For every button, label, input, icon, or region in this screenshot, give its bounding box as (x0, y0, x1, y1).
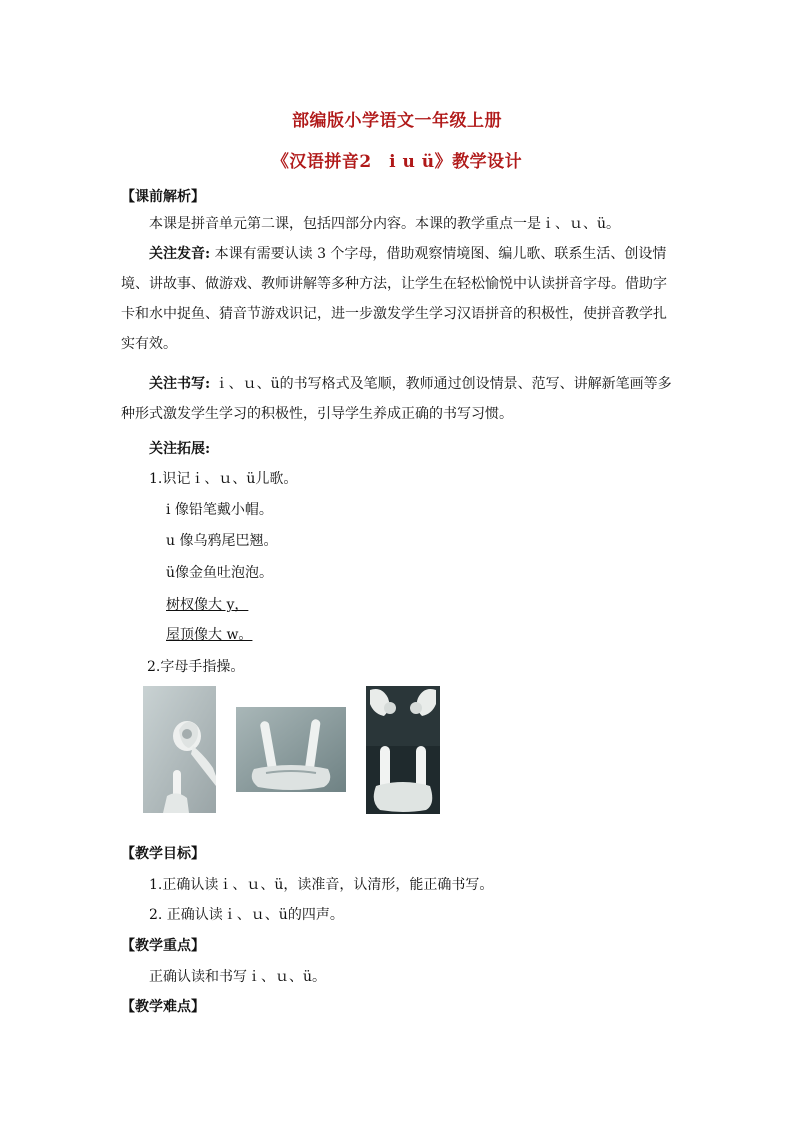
paragraph-intro: 本课是拼音单元第二课，包括四部分内容。本课的教学重点一是ｉ、ｕ、ü。 (149, 216, 621, 232)
document-subtitle: 《汉语拼音2 i u ü》教学设计 (271, 152, 523, 172)
text-writing: ｉ、ｕ、ü的书写格式及笔顺，教师通过创设情景、范写、讲解新笔画等多种形式激发学生学习的积极性，引导学生养成正确的书写习惯。 (121, 376, 672, 422)
rhyme-line-underlined: 屋顶像大 w。 (166, 627, 253, 643)
document-title: 部编版小学语文一年级上册 (292, 111, 502, 131)
label-pronunciation: 关注发音: (149, 246, 211, 262)
rhyme-line: u 像乌鸦尾巴翘。 (166, 533, 278, 549)
extension-item-2: 2.字母手指操。 (147, 659, 245, 675)
label-extension: 关注拓展: (149, 441, 211, 457)
paragraph-pronunciation (121, 239, 677, 359)
goal-item-1: 1.正确认读ｉ、ｕ、ü，读准音，认清形，能正确书写。 (149, 877, 494, 893)
extension-item-1: 1.识记ｉ、ｕ、ü儿歌。 (149, 471, 298, 487)
hand-gesture-u-photo (236, 707, 346, 792)
section-heading-key-points: 【教学重点】 (121, 938, 205, 954)
hand-gesture-i-photo (143, 686, 216, 813)
rhyme-line: i 像铅笔戴小帽。 (166, 502, 273, 518)
section-heading-goals: 【教学目标】 (121, 846, 205, 862)
hand-gesture-u-umlaut-photo (366, 686, 440, 814)
goal-item-2: 2. 正确认读ｉ、ｕ、ü的四声。 (149, 907, 344, 923)
section-heading-pre-analysis: 【课前解析】 (121, 189, 205, 205)
text-pronunciation: 本课有需要认读 3 个字母，借助观察情境图、编儿歌、联系生活、创设情境、讲故事、做游戏、教师讲解等多种方法，让学生在轻松愉悦中认读拼音字母。借助字卡和水中捉鱼、猜音节游戏识记，进一步激发学生学习汉语拼音的积极性，使拼音教学扎实有效。 (121, 246, 667, 352)
label-writing: 关注书写: (149, 376, 211, 392)
rhyme-line: ü像金鱼吐泡泡。 (166, 565, 274, 581)
paragraph-writing (121, 369, 677, 429)
key-points-text: 正确认读和书写ｉ、ｕ、ü。 (149, 969, 327, 985)
section-heading-difficulties: 【教学难点】 (121, 999, 205, 1015)
rhyme-line-underlined: 树杈像大 y， (166, 597, 249, 613)
